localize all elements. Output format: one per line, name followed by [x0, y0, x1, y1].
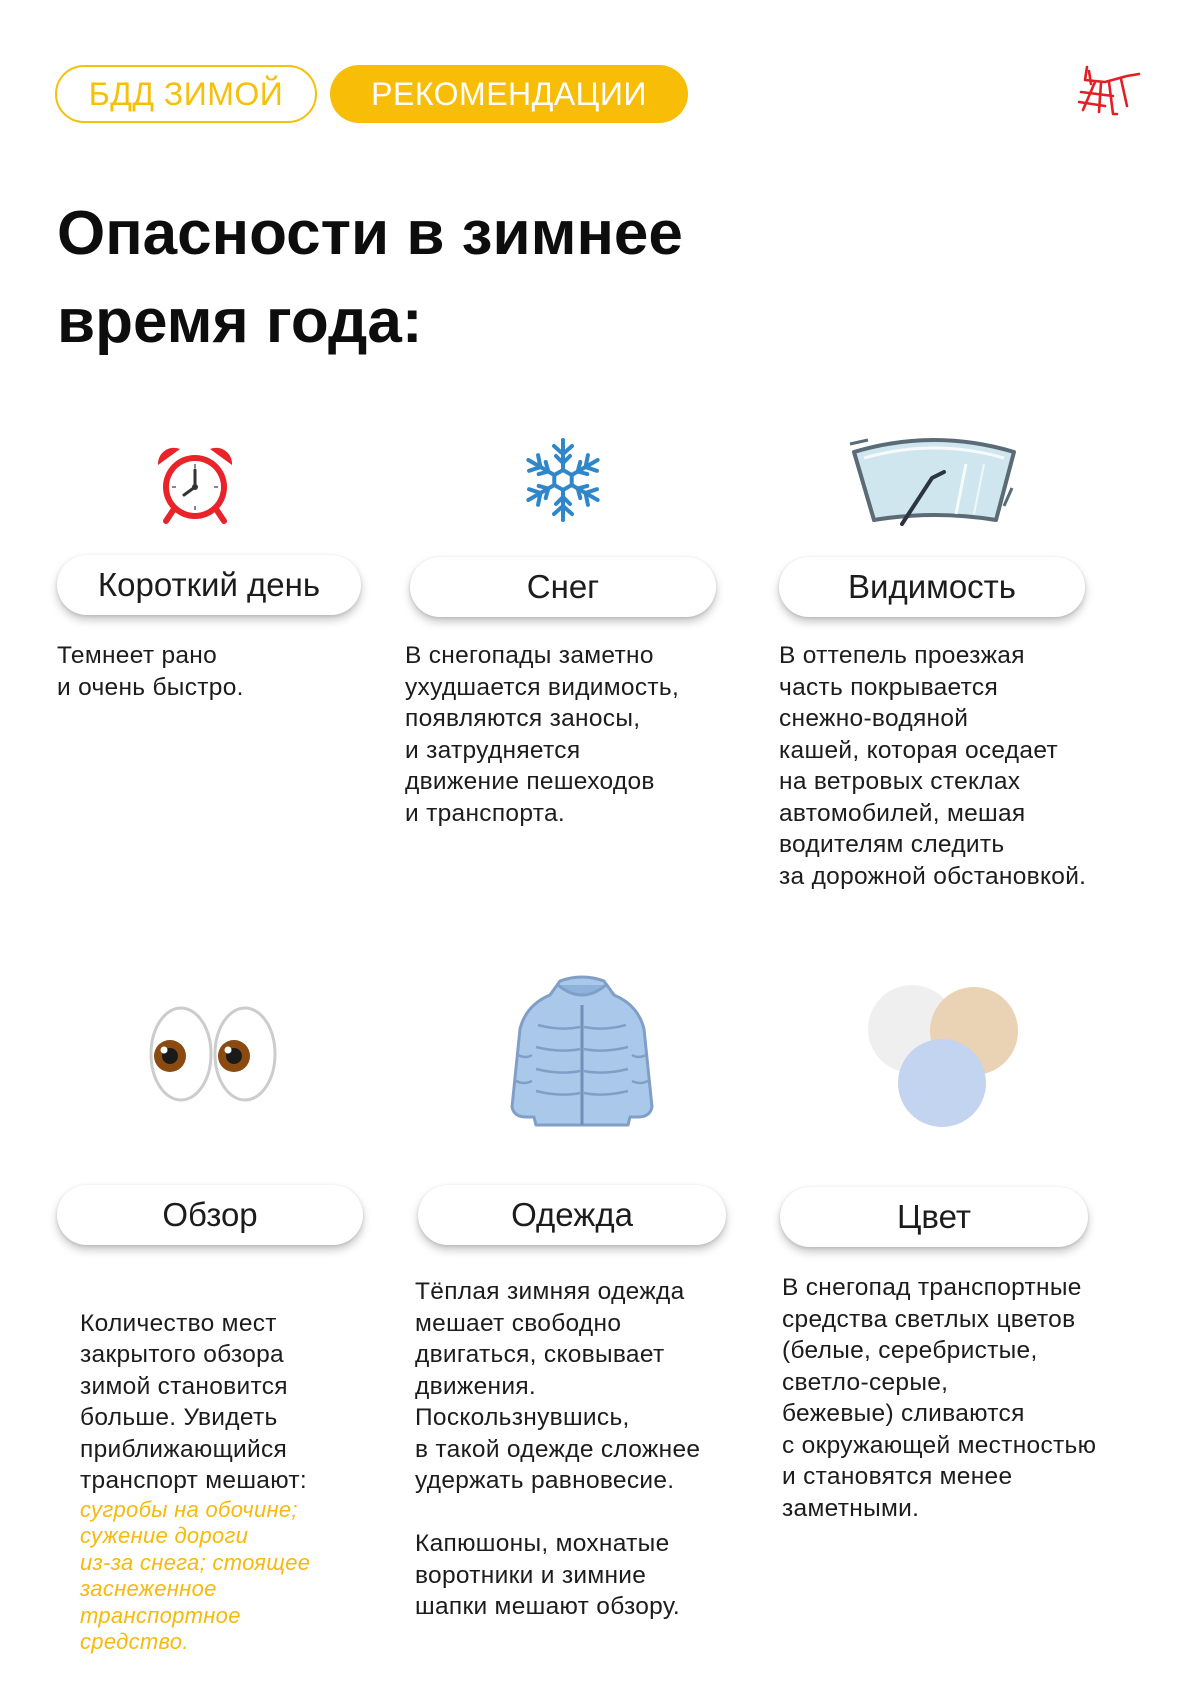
desc-snow: В снегопады заметно ухудшается видимость, появляются заносы, и затрудняется движение пешеходов и транспорта. [405, 642, 680, 827]
desc-view [80, 1276, 380, 1687]
page-title: Опасности в зимнее время года: [57, 199, 683, 356]
pill-clothing[interactable]: Одежда [418, 1185, 726, 1245]
tag-recommendations[interactable]: РЕКОМЕНДАЦИИ [330, 65, 688, 123]
pill-color[interactable]: Цвет [780, 1187, 1088, 1247]
desc-clothing: Тёплая зимняя одежда мешает свободно двигаться, сковывает движения. Поскользнувшись, в такой одежде сложнее удержать равновесие. Капюшоны, мохнатые воротники и зимние шапки мешают обзору. [415, 1278, 701, 1620]
winter-jacket-icon [510, 975, 654, 1127]
pill-snow[interactable]: Снег [410, 557, 716, 617]
desc-view-text: Количество мест закрытого обзора зимой становится больше. Увидеть приближающийся транспорт мешают: [80, 1309, 307, 1494]
snowflake-icon [522, 435, 604, 525]
pill-short-day[interactable]: Короткий день [57, 555, 361, 615]
windshield-icon [846, 434, 1022, 526]
desc-short-day: Темнеет рано и очень быстро. [57, 642, 244, 701]
desc-color: В снегопад транспортные средства светлых цветов (белые, серебристые, светло-серые, бежевые) сливаются с окружающей местностью и становятся менее заметными. [782, 1274, 1097, 1522]
pedestrian-logo-icon [1075, 62, 1145, 122]
eyes-icon [148, 1006, 278, 1102]
color-circles-icon [868, 985, 1022, 1127]
desc-visibility: В оттепель проезжая часть покрывается снежно-водяной кашей, которая оседает на ветровых стеклах автомобилей, мешая водителям следить за дорожной обстановкой. [779, 642, 1087, 890]
tag-bdd-winter[interactable]: БДД ЗИМОЙ [55, 65, 317, 123]
pill-view[interactable]: Обзор [57, 1185, 363, 1245]
pill-visibility[interactable]: Видимость [779, 557, 1085, 617]
desc-view-highlight: сугробы на обочине; сужение дороги из-за снега; стоящее заснеженное транспортное средство. [80, 1496, 311, 1654]
alarm-clock-icon [152, 443, 238, 525]
